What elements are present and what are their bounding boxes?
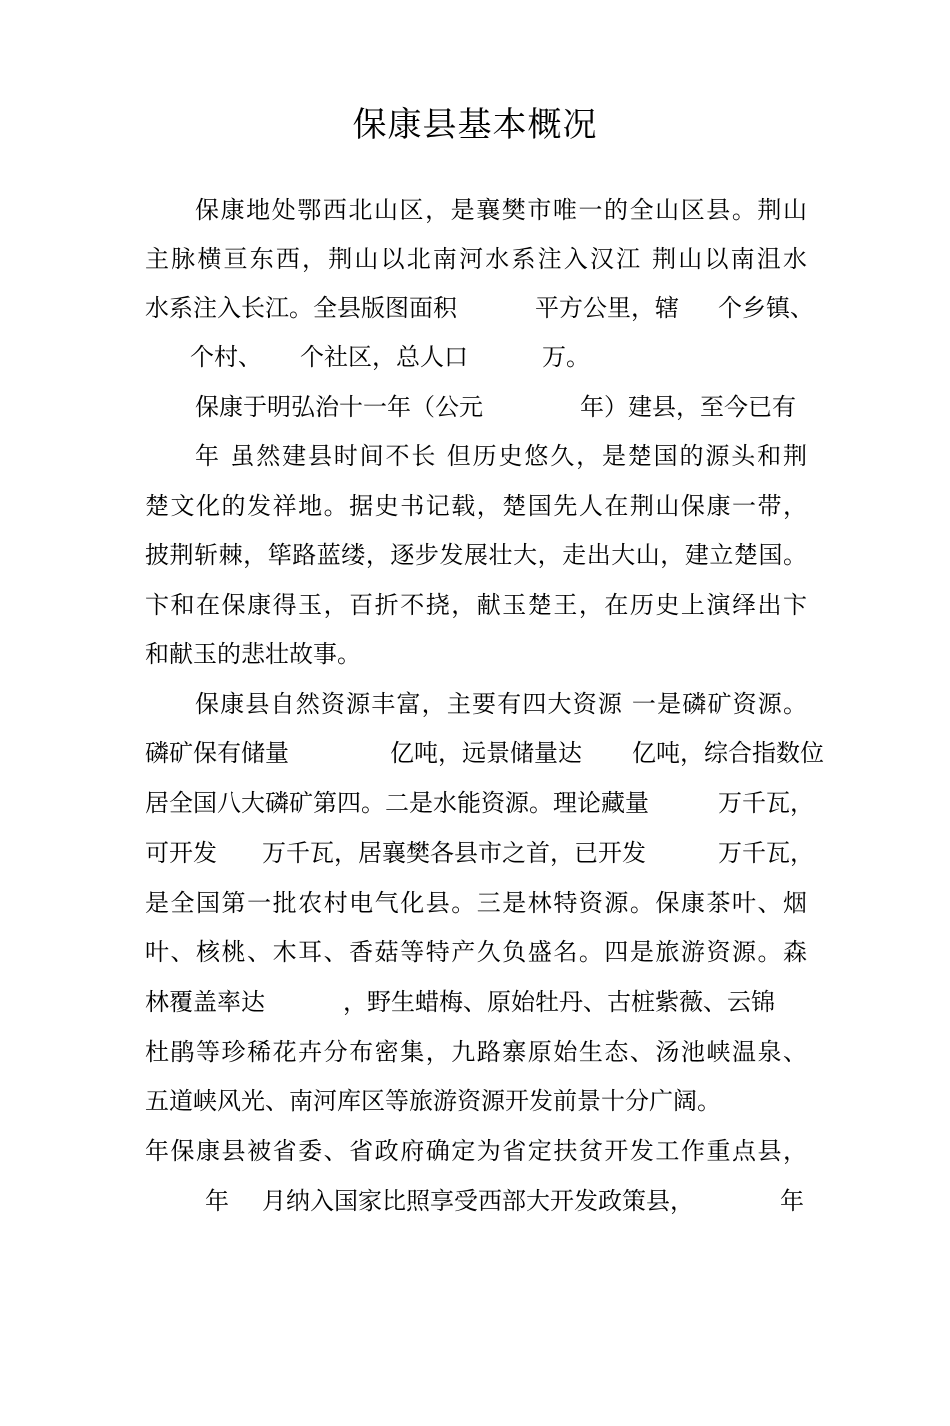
- text-line: [0, 283, 950, 333]
- text-segment: 和献玉的悲壮故事。: [145, 640, 361, 668]
- text-line: [0, 580, 950, 630]
- text-segment: 平方公里，辖: [535, 294, 679, 322]
- text-line: [0, 728, 950, 778]
- text-segment: 主脉横亘东西，荆山以北南河水系注入汉江 荆山以南沮水: [145, 245, 807, 273]
- text-segment: 楚文化的发祥地。据史书记载，楚国先人在荆山保康一带，: [145, 492, 807, 520]
- page-title: 保康县基本概况: [352, 105, 598, 145]
- text-segment: 年: [780, 1187, 804, 1215]
- text-segment: 五道峡风光、南河库区等旅游资源开发前景十分广阔。: [145, 1087, 721, 1115]
- text-segment: 林覆盖率达: [145, 988, 265, 1016]
- text-segment: 年保康县被省委、省政府确定为省定扶贫开发工作重点县，: [145, 1137, 807, 1165]
- text-segment: 个村、: [190, 343, 262, 371]
- text-segment: 保康于明弘治十一年（公元: [195, 393, 483, 421]
- text-segment: 万千瓦，: [718, 789, 814, 817]
- text-line: [0, 1176, 950, 1226]
- text-segment: 披荆斩棘，筚路蓝缕，逐步发展壮大，走出大山，建立楚国。: [145, 541, 807, 569]
- text-line: [0, 828, 950, 878]
- text-segment: 年: [205, 1187, 229, 1215]
- text-segment: ，野生蜡梅、原始牡丹、古桩紫薇、云锦: [343, 988, 775, 1016]
- text-segment: 保康县自然资源丰富，主要有四大资源 一是磷矿资源。: [195, 690, 807, 718]
- text-line: [0, 927, 950, 977]
- text-line: [0, 332, 950, 382]
- text-line: [0, 977, 950, 1027]
- text-line: [0, 878, 950, 928]
- text-line: [0, 234, 950, 284]
- text-segment: 水系注入长江。全县版图面积: [145, 294, 457, 322]
- text-line: [0, 481, 950, 531]
- text-segment: 可开发: [145, 839, 217, 867]
- text-segment: 万。: [542, 343, 590, 371]
- text-line: [0, 1126, 950, 1176]
- text-segment: 年）建县，至今已有: [580, 393, 796, 421]
- text-segment: 月纳入国家比照享受西部大开发政策县，: [262, 1187, 694, 1215]
- text-line: [0, 185, 950, 235]
- text-segment: 万千瓦，居襄樊各县市之首，已开发: [262, 839, 646, 867]
- text-segment: 磷矿保有储量: [145, 739, 289, 767]
- text-line: [0, 431, 950, 481]
- text-segment: 杜鹃等珍稀花卉分布密集，九路寨原始生态、汤池峡温泉、: [145, 1038, 807, 1066]
- text-segment: 个社区，总人口: [300, 343, 468, 371]
- text-segment: 卞和在保康得玉，百折不挠，献玉楚王，在历史上演绎出卞: [145, 591, 807, 619]
- text-segment: 是全国第一批农村电气化县。三是林特资源。保康茶叶、烟: [145, 889, 807, 917]
- text-line: [0, 530, 950, 580]
- text-segment: 亿吨，远景储量达: [390, 739, 582, 767]
- text-segment: 万千瓦，: [718, 839, 814, 867]
- text-segment: 保康地处鄂西北山区，是襄樊市唯一的全山区县。荆山: [195, 196, 807, 224]
- text-line: [0, 778, 950, 828]
- text-segment: 叶、核桃、木耳、香菇等特产久负盛名。四是旅游资源。森: [145, 938, 807, 966]
- text-segment: 亿吨，综合指数位: [632, 739, 824, 767]
- text-line: [0, 1076, 950, 1126]
- text-segment: 年 虽然建县时间不长 但历史悠久，是楚国的源头和荆: [195, 442, 807, 470]
- text-line: [0, 679, 950, 729]
- text-line: [0, 1027, 950, 1077]
- text-line: [0, 382, 950, 432]
- text-segment: 个乡镇、: [718, 294, 814, 322]
- text-line: [0, 629, 950, 679]
- text-segment: 居全国八大磷矿第四。二是水能资源。理论藏量: [145, 789, 649, 817]
